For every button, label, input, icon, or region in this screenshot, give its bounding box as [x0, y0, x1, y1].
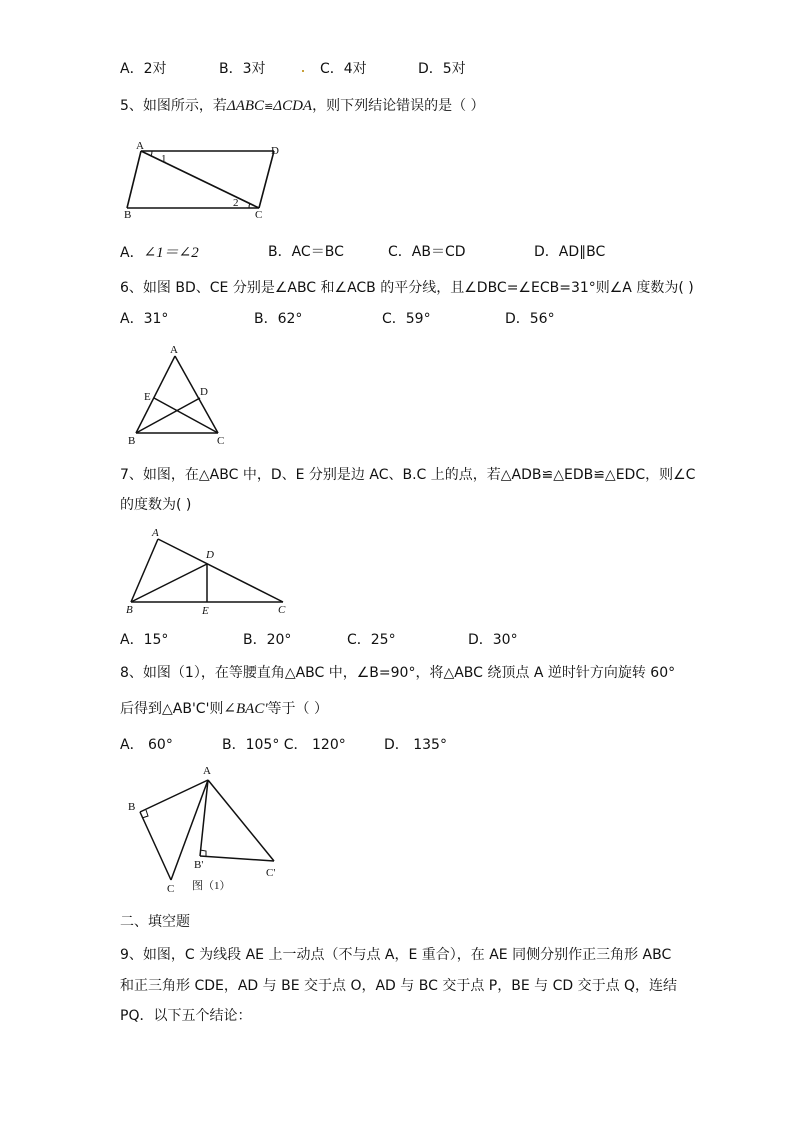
q7-option-a: A．15° [120, 632, 169, 648]
q5-label-angle-2: 2 [233, 197, 239, 209]
q6-side-ab [136, 356, 175, 433]
q8-label-c: C [167, 883, 175, 895]
q5-label-a: A [136, 140, 144, 152]
q5-label-b: B [124, 209, 132, 221]
q7-label-b: B [126, 604, 133, 616]
q5-triangle-2: ΔCDA [273, 98, 313, 114]
q8-line-2-prefix: 后得到△AB'C'则 [120, 701, 224, 717]
q5-diagonal-ac [141, 151, 259, 208]
q8-side-bc [140, 812, 171, 880]
q6-question: 6、如图 BD、CE 分别是∠ABC 和∠ACB 的平分线，且∠DBC=∠ECB=31°则∠A 度数为( ) [120, 280, 694, 296]
q5-label-c: C [255, 209, 263, 221]
q6-label-b: B [128, 435, 136, 447]
q9-question-line-1: 9、如图，C 为线段 AE 上一动点（不与点 A，E 重合），在 AE 同侧分别作正三角形 ABC [120, 947, 672, 963]
q5-suffix: ，则下列结论错误的是（ ） [312, 98, 485, 114]
q5-option-b: B．AC＝BC [268, 244, 344, 260]
q5-triangle-1: ΔABC [226, 98, 265, 114]
q5-label-d: D [271, 145, 279, 157]
q4-option-d: D．5对 [418, 61, 466, 77]
q5-option-d: D．AD∥BC [534, 244, 606, 260]
q5-label-angle-1: 1 [161, 153, 167, 165]
q7-segment-bd [131, 564, 207, 602]
q7-figure-triangle [118, 522, 293, 617]
q5-side-dc [259, 151, 274, 208]
q4-option-a: A．2对 [120, 61, 167, 77]
q8-label-a: A [203, 765, 211, 777]
q8-option-a: A． 60° [120, 737, 173, 753]
q6-option-d: D．56° [505, 311, 555, 327]
q7-side-ab [131, 539, 158, 602]
q8-label-b: B [128, 801, 136, 813]
q7-question-line-1: 7、如图，在△ABC 中，D、E 分别是边 AC、B.C 上的点，若△ADB≌△EDB≌△EDC，则∠C [120, 467, 696, 483]
q5-side-ab [127, 151, 141, 208]
q6-label-a: A [170, 344, 178, 356]
q5-prefix: 5、如图所示，若 [120, 98, 227, 114]
q6-figure-triangle [118, 340, 238, 450]
q7-side-ac [158, 539, 283, 602]
q8-line-2-suffix: 等于（ ） [267, 701, 328, 717]
q8-option-b-c: B．105° C． 120° [222, 737, 346, 753]
q5-congruent-sign: ≌ [264, 100, 274, 113]
q6-label-c: C [217, 435, 225, 447]
q8-label-b-prime: B' [194, 859, 204, 871]
q7-label-d: D [206, 549, 214, 561]
q9-question-line-2: 和正三角形 CDE，AD 与 BE 交于点 O，AD 与 BC 交于点 P，BE 与 CD 交于点 Q，连结 [120, 978, 678, 994]
q8-question-line-2 [120, 698, 328, 718]
q8-figure-rotation [118, 760, 293, 900]
q7-label-e: E [202, 605, 209, 617]
q5-option-a-math: ∠1＝∠2 [143, 245, 199, 261]
q6-label-d: D [200, 386, 208, 398]
q8-question-line-1: 8、如图（1），在等腰直角△ABC 中，∠B=90°，将△ABC 绕顶点 A 逆时针方向旋转 60° [120, 665, 676, 681]
q8-side-ac-prime [208, 780, 274, 861]
q8-option-d: D． 135° [384, 737, 447, 753]
q5-figure-parallelogram [118, 138, 293, 223]
q7-label-c: C [278, 604, 286, 616]
q6-option-b: B．62° [254, 311, 303, 327]
q8-figure-caption: 图（1） [192, 880, 231, 892]
q7-question-line-2: 的度数为( ) [120, 497, 192, 513]
q9-question-line-3: PQ．以下五个结论： [120, 1008, 252, 1024]
q5-option-a-letter: A． [120, 245, 144, 261]
q8-side-b-prime-c-prime [200, 856, 274, 861]
section-2-heading: 二、填空题 [120, 914, 190, 930]
q7-option-c: C．25° [347, 632, 396, 648]
q5-question [120, 95, 485, 115]
q8-label-c-prime: C' [266, 867, 276, 879]
q4-option-b: B．3对 [219, 61, 266, 77]
q6-label-e: E [144, 391, 151, 403]
q5-option-a [120, 241, 199, 262]
q7-label-a: A [152, 527, 159, 539]
q6-option-a: A．31° [120, 311, 169, 327]
q6-option-c: C．59° [382, 311, 431, 327]
q7-option-d: D．30° [468, 632, 518, 648]
q5-option-c: C．AB＝CD [388, 244, 466, 260]
stray-dot [302, 70, 304, 72]
q8-angle-bac-prime: ∠BAC' [223, 701, 268, 717]
q4-option-c: C．4对 [320, 61, 367, 77]
q7-option-b: B．20° [243, 632, 292, 648]
